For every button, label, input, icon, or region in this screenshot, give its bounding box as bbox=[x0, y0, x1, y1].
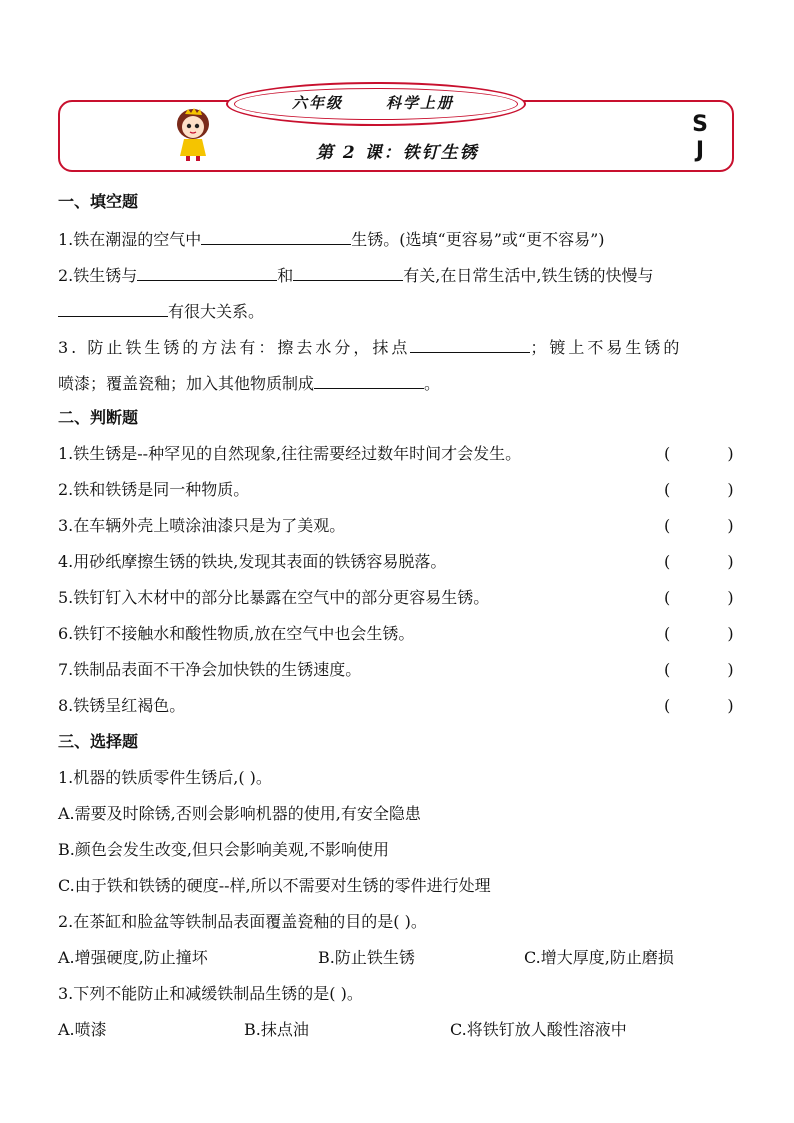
tf-answer-7[interactable]: ( ) bbox=[664, 660, 760, 679]
section-title-multiple-choice: 三、选择题 bbox=[58, 732, 139, 751]
mc-q1-option-c[interactable]: C.由于铁和铁锈的硬度--样,所以不需要对生锈的零件进行处理 bbox=[58, 876, 491, 895]
tf-answer-6[interactable]: ( ) bbox=[664, 624, 760, 643]
fill-question-2: 2.铁生锈与 和 有关,在日常生活中,铁生锈的快慢与 bbox=[58, 266, 654, 285]
fill-question-3-cont: 喷漆；覆盖瓷釉；加入其他物质制成 。 bbox=[58, 374, 441, 393]
tf-item-4: 4.用砂纸摩擦生锈的铁块,发现其表面的铁锈容易脱落。 bbox=[58, 552, 447, 571]
answer-blank[interactable] bbox=[137, 264, 277, 281]
grade-label: 六年级 bbox=[292, 94, 344, 112]
fill-question-2-cont: 有很大关系。 bbox=[58, 300, 264, 322]
lesson-title: 第 2 课：铁钉生锈 bbox=[316, 143, 479, 163]
subject-label: 科学上册 bbox=[386, 94, 455, 112]
tf-item-7: 7.铁制品表面不干净会加快铁的生锈速度。 bbox=[58, 660, 362, 679]
section-title-true-false: 二、判断题 bbox=[58, 408, 139, 427]
tf-item-6: 6.铁钉不接触水和酸性物质,放在空气中也会生锈。 bbox=[58, 624, 415, 643]
tf-answer-4[interactable]: ( ) bbox=[664, 552, 760, 571]
mc-q1-option-a[interactable]: A.需要及时除锈,否则会影响机器的使用,有安全隐患 bbox=[58, 804, 421, 823]
girl-mascot-icon bbox=[172, 106, 214, 162]
tf-item-2: 2.铁和铁锈是同一种物质。 bbox=[58, 480, 250, 499]
mc-q2-option-b[interactable]: B.防止铁生锈 bbox=[318, 948, 415, 967]
answer-blank[interactable] bbox=[314, 372, 424, 389]
mc-question-2: 2.在茶缸和脸盆等铁制品表面覆盖瓷釉的目的是( )。 bbox=[58, 912, 427, 931]
mc-q2-option-c[interactable]: C.增大厚度,防止磨损 bbox=[524, 948, 674, 967]
answer-blank[interactable] bbox=[58, 300, 168, 317]
tf-item-5: 5.铁钉钉入木材中的部分比暴露在空气中的部分更容易生锈。 bbox=[58, 588, 490, 607]
mc-question-1: 1.机器的铁质零件生锈后,( )。 bbox=[58, 768, 272, 787]
section-title-fill-in: 一、填空题 bbox=[58, 192, 139, 211]
tf-item-3: 3.在车辆外壳上喷涂油漆只是为了美观。 bbox=[58, 516, 346, 535]
tf-item-1: 1.铁生锈是--种罕见的自然现象,往往需要经过数年时间才会发生。 bbox=[58, 444, 522, 463]
tf-answer-1[interactable]: ( ) bbox=[664, 444, 760, 463]
fill-question-3: 3. 防止铁生锈的方法有：擦去水分，抹点 ；镀上不易生锈的 bbox=[58, 338, 683, 357]
tf-answer-3[interactable]: ( ) bbox=[664, 516, 760, 535]
mc-q3-option-c[interactable]: C.将铁钉放人酸性溶液中 bbox=[450, 1020, 627, 1039]
answer-blank[interactable] bbox=[293, 264, 403, 281]
answer-blank[interactable] bbox=[201, 228, 351, 245]
mc-q3-option-b[interactable]: B.抹点油 bbox=[244, 1020, 309, 1039]
tf-item-8: 8.铁锈呈红褐色。 bbox=[58, 696, 186, 715]
mc-question-3: 3.下列不能防止和减缓铁制品生锈的是( )。 bbox=[58, 984, 363, 1003]
answer-blank[interactable] bbox=[410, 336, 530, 353]
fill-question-1: 1.铁在潮湿的空气中 生锈。(选填“更容易”或“更不容易”) bbox=[58, 230, 605, 249]
tf-answer-5[interactable]: ( ) bbox=[664, 588, 760, 607]
publisher-mark: S J bbox=[692, 112, 708, 163]
mc-q2-option-a[interactable]: A.增强硬度,防止撞坏 bbox=[58, 948, 208, 967]
mc-q1-option-b[interactable]: B.颜色会发生改变,但只会影响美观,不影响使用 bbox=[58, 840, 390, 859]
tf-answer-8[interactable]: ( ) bbox=[664, 696, 760, 715]
header-ellipse bbox=[226, 82, 526, 126]
tf-answer-2[interactable]: ( ) bbox=[664, 480, 760, 499]
mc-q3-option-a[interactable]: A.喷漆 bbox=[58, 1020, 107, 1039]
